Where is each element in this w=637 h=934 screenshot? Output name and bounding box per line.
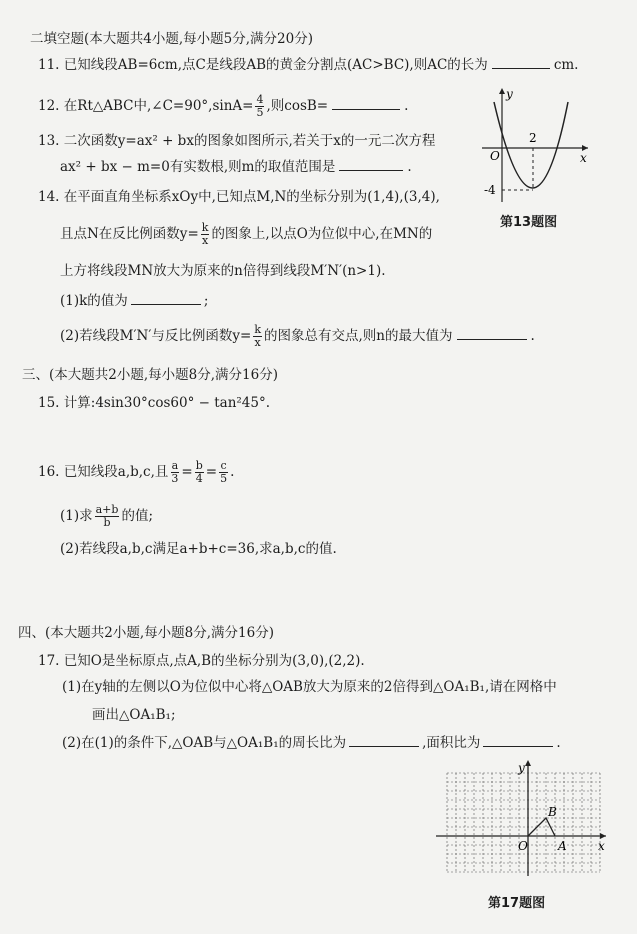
question-text: 计算:4sin30°cos60° − tan²45°. (63, 395, 271, 411)
answer-blank[interactable] (483, 734, 553, 747)
question-11 (38, 56, 578, 74)
fraction-numerator: c (220, 459, 227, 472)
fraction-denominator: 5 (220, 472, 228, 485)
y-axis-arrow-icon (525, 760, 531, 766)
question-17-line-1 (38, 652, 365, 670)
section-header-4: 四、(本大题共2小题,每小题8分,满分16分) (18, 625, 274, 641)
point-b-label: B (548, 805, 557, 819)
fraction (201, 222, 210, 247)
fraction-denominator: b (103, 516, 111, 529)
question-13-line-1 (38, 132, 435, 150)
question-text: 的图象总有交点,则n的最大值为 (264, 328, 453, 344)
question-text: 已知线段AB=6cm,点C是线段AB的黄金分割点(AC>BC),则AC的长为 (63, 57, 488, 73)
equals-sign: = (181, 464, 193, 480)
x-axis-label: x (580, 151, 587, 165)
question-text: 上方将线段MN放大为原来的n倍得到线段M′N′(n>1). (60, 263, 386, 279)
end-mark: . (530, 328, 535, 344)
y-axis-label: y (518, 761, 525, 775)
point-a-label: A (558, 839, 567, 853)
question-number: 14. (38, 189, 60, 205)
question-15 (38, 394, 270, 412)
end-mark: . (404, 98, 409, 114)
x-axis-label: x (598, 839, 605, 853)
fraction (95, 504, 120, 529)
question-14-line-2 (60, 222, 432, 247)
question-16 (38, 460, 234, 485)
question-text: 的图象上,以点O为位似中心,在MN的 (211, 226, 433, 242)
end-mark: . (556, 735, 561, 751)
question-13-line-2 (60, 158, 412, 176)
question-16-part-2 (60, 540, 337, 558)
question-text: (1)在y轴的左侧以O为位似中心将△OAB放大为原来的2倍得到△OA₁B₁,请在网格中 (62, 679, 557, 695)
question-number: 11. (38, 57, 60, 73)
question-text: 在平面直角坐标系xOy中,已知点M,N的坐标分别为(1,4),(3,4), (63, 189, 440, 205)
question-17-line-4 (62, 734, 561, 752)
answer-blank[interactable] (339, 158, 403, 171)
end-mark: . (230, 464, 235, 480)
question-text: ,面积比为 (422, 735, 481, 751)
question-text: 且点N在反比例函数y= (60, 226, 199, 242)
question-text: (2)若线段M′N′与反比例函数y= (60, 328, 252, 344)
fraction-numerator: k (254, 323, 261, 336)
question-16-part-1 (60, 504, 153, 529)
end-mark: . (407, 159, 412, 175)
question-text: 的值; (121, 508, 154, 524)
figure-13-caption: 第13题图 (500, 215, 558, 230)
figure-17-caption: 第17题图 (488, 896, 546, 911)
figure-17-coordinate-grid (432, 758, 610, 882)
question-text: 二次函数y=ax² + bx的图象如图所示,若关于x的一元二次方程 (63, 133, 436, 149)
question-text: (2)若线段a,b,c满足a+b+c=36,求a,b,c的值. (60, 541, 337, 557)
fraction-denominator: x (201, 234, 209, 247)
question-text: ,则cosB= (266, 98, 329, 114)
fraction-denominator: 3 (171, 472, 179, 485)
y-axis-label: y (506, 87, 513, 101)
section-header-3: 三、(本大题共2小题,每小题8分,满分16分) (22, 367, 278, 383)
figure-13-parabola-graph (476, 84, 594, 208)
answer-blank[interactable] (332, 97, 400, 110)
parabola-curve (494, 102, 568, 188)
fraction-numerator: b (195, 459, 203, 472)
question-number: 17. (38, 653, 60, 669)
grid-lines (447, 773, 600, 872)
question-text: 画出△OA₁B₁; (92, 707, 176, 723)
fraction-numerator: k (201, 221, 209, 234)
answer-blank[interactable] (131, 292, 201, 305)
question-14-line-1 (38, 188, 440, 206)
question-number: 16. (38, 464, 60, 480)
question-number: 15. (38, 395, 60, 411)
fraction-numerator: a+b (95, 503, 119, 516)
question-text: ax² + bx − m=0有实数根,则m的取值范围是 (60, 159, 336, 175)
y-axis-arrow-icon (499, 88, 505, 94)
fraction-numerator: 4 (256, 93, 264, 106)
question-text: 已知O是坐标原点,点A,B的坐标分别为(3,0),(2,2). (63, 653, 365, 669)
fraction-denominator: 5 (256, 106, 264, 119)
unit-text: cm. (553, 57, 579, 73)
end-mark: ; (203, 293, 209, 309)
question-17-line-3 (92, 706, 176, 724)
question-text: (2)在(1)的条件下,△OAB与△OA₁B₁的周长比为 (62, 735, 347, 751)
answer-blank[interactable] (492, 56, 550, 69)
fraction (253, 324, 262, 349)
origin-label: O (518, 839, 528, 853)
question-17-line-2 (62, 678, 557, 696)
fraction-denominator: 4 (195, 472, 203, 485)
equals-sign: = (205, 464, 218, 480)
question-14-part-2 (60, 324, 535, 349)
question-number: 12. (38, 98, 60, 114)
question-number: 13. (38, 133, 60, 149)
fraction-denominator: x (254, 336, 261, 349)
fraction (170, 460, 179, 485)
question-text: 已知线段a,b,c,且 (63, 464, 169, 480)
answer-blank[interactable] (457, 327, 527, 340)
question-14-line-3 (60, 262, 386, 280)
question-text: 在Rt△ABC中,∠C=90°,sinA= (63, 98, 254, 114)
origin-label: O (490, 149, 500, 163)
vertex-x-label: 2 (529, 131, 537, 145)
question-12 (38, 94, 408, 119)
question-text: (1)求 (60, 508, 93, 524)
fraction (255, 94, 264, 119)
fraction (219, 460, 228, 485)
fraction-numerator: a (171, 459, 179, 472)
question-text: (1)k的值为 (60, 293, 128, 309)
fraction (195, 460, 204, 485)
section-header-fill-blank: 二填空题(本大题共4小题,每小题5分,满分20分) (30, 31, 313, 47)
question-14-part-1 (60, 292, 208, 310)
vertex-y-label: -4 (484, 183, 496, 197)
answer-blank[interactable] (349, 734, 419, 747)
